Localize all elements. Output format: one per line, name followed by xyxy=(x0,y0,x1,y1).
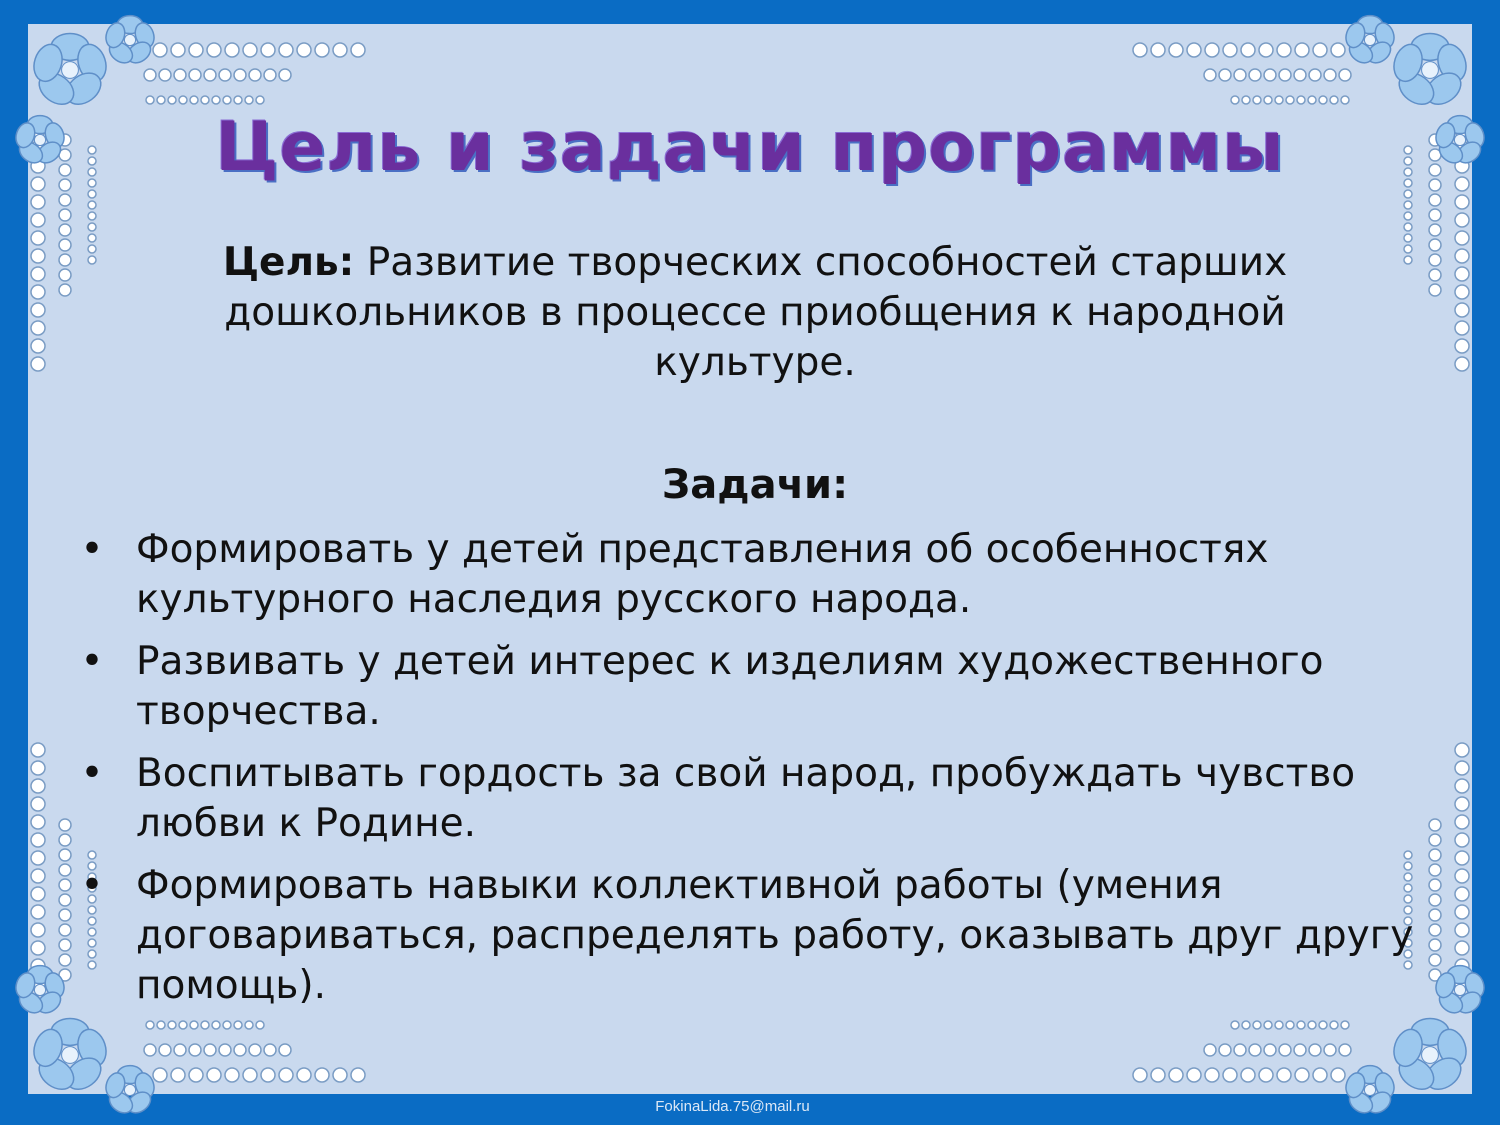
pearl-bead-icon xyxy=(234,69,246,81)
pearl-bead-icon xyxy=(1133,43,1147,57)
pearl-bead-icon xyxy=(256,96,264,104)
pearl-bead-icon xyxy=(31,195,45,209)
pearl-bead-icon xyxy=(88,212,96,220)
pearl-bead-icon xyxy=(59,849,71,861)
pearl-bead-icon xyxy=(1404,212,1412,220)
pearl-bead-icon xyxy=(1429,284,1441,296)
pearl-bead-icon xyxy=(1133,1068,1147,1082)
pearl-bead-icon xyxy=(1455,285,1469,299)
pearl-bead-icon xyxy=(1455,249,1469,263)
pearl-bead-icon xyxy=(153,1068,167,1082)
pearl-bead-icon xyxy=(88,223,96,231)
pearl-bead-icon xyxy=(31,779,45,793)
pearl-bead-icon xyxy=(189,1068,203,1082)
pearl-bead-icon xyxy=(333,1068,347,1082)
pearl-bead-icon xyxy=(31,797,45,811)
pearl-bead-icon xyxy=(31,213,45,227)
pearl-bead-icon xyxy=(59,239,71,251)
pearl-bead-icon xyxy=(31,267,45,281)
pearl-bead-icon xyxy=(31,905,45,919)
pearl-bead-icon xyxy=(1429,194,1441,206)
pearl-bead-icon xyxy=(31,303,45,317)
bullet-icon: • xyxy=(80,527,104,572)
footer-email: FokinaLida.75@mail.ru xyxy=(655,1098,810,1115)
task-text: Формировать у детей представления об особенностях культурного наследия русского народа. xyxy=(136,527,1269,622)
pearl-bead-icon xyxy=(189,69,201,81)
pearl-bead-icon xyxy=(59,879,71,891)
pearl-bead-icon xyxy=(1455,231,1469,245)
pearl-bead-icon xyxy=(1205,1068,1219,1082)
pearl-bead-icon xyxy=(31,357,45,371)
pearl-bead-icon xyxy=(1455,303,1469,317)
flower-icon xyxy=(29,1018,110,1095)
pearl-bead-icon xyxy=(31,941,45,955)
pearl-bead-icon xyxy=(297,43,311,57)
pearl-bead-icon xyxy=(88,256,96,264)
pearl-bead-icon xyxy=(1295,43,1309,57)
pearl-bead-icon xyxy=(59,954,71,966)
pearl-bead-icon xyxy=(1455,195,1469,209)
pearl-bead-icon xyxy=(1294,69,1306,81)
pearl-bead-icon xyxy=(225,43,239,57)
pearl-bead-icon xyxy=(59,864,71,876)
flower-icon xyxy=(103,16,157,67)
pearl-bead-icon xyxy=(59,819,71,831)
pearl-bead-icon xyxy=(264,1044,276,1056)
bullet-icon: • xyxy=(80,751,104,796)
pearl-bead-icon xyxy=(146,96,154,104)
pearl-bead-icon xyxy=(157,96,165,104)
pearl-bead-icon xyxy=(59,924,71,936)
pearl-bead-icon xyxy=(1429,209,1441,221)
pearl-bead-icon xyxy=(315,43,329,57)
pearl-bead-icon xyxy=(1204,1044,1216,1056)
pearl-bead-icon xyxy=(189,1044,201,1056)
pearl-bead-icon xyxy=(279,43,293,57)
task-item xyxy=(78,749,1458,849)
pearl-bead-icon xyxy=(1339,1044,1351,1056)
pearl-bead-icon xyxy=(1313,1068,1327,1082)
pearl-bead-icon xyxy=(243,1068,257,1082)
pearl-bead-icon xyxy=(204,1044,216,1056)
pearl-bead-icon xyxy=(171,1068,185,1082)
pearl-bead-icon xyxy=(279,69,291,81)
pearl-bead-icon xyxy=(171,43,185,57)
pearl-bead-icon xyxy=(1264,96,1272,104)
pearl-bead-icon xyxy=(1309,1044,1321,1056)
pearl-bead-icon xyxy=(1204,69,1216,81)
pearl-bead-icon xyxy=(1249,1044,1261,1056)
pearl-bead-icon xyxy=(1277,1068,1291,1082)
pearl-bead-icon xyxy=(1404,256,1412,264)
pearl-bead-icon xyxy=(168,96,176,104)
pearl-bead-icon xyxy=(212,96,220,104)
pearl-bead-icon xyxy=(31,743,45,757)
pearl-bead-icon xyxy=(1331,1068,1345,1082)
pearl-bead-icon xyxy=(1319,96,1327,104)
pearl-bead-icon xyxy=(31,761,45,775)
task-text: Развивать у детей интерес к изделиям художественного творчества. xyxy=(136,639,1324,734)
pearl-bead-icon xyxy=(249,69,261,81)
pearl-bead-icon xyxy=(31,833,45,847)
pearl-bead-icon xyxy=(1331,43,1345,57)
pearl-bead-icon xyxy=(1169,43,1183,57)
bullet-icon: • xyxy=(80,639,104,684)
pearl-bead-icon xyxy=(1234,1044,1246,1056)
pearl-bead-icon xyxy=(1429,239,1441,251)
pearl-bead-icon xyxy=(1313,43,1327,57)
pearl-bead-icon xyxy=(174,1044,186,1056)
pearl-bead-icon xyxy=(1339,69,1351,81)
pearl-bead-icon xyxy=(59,894,71,906)
pearl-bead-icon xyxy=(333,43,347,57)
pearl-bead-icon xyxy=(1297,96,1305,104)
pearl-bead-icon xyxy=(1231,96,1239,104)
pearl-bead-icon xyxy=(261,1068,275,1082)
pearl-bead-icon xyxy=(159,1044,171,1056)
pearl-bead-icon xyxy=(1264,1044,1276,1056)
pearl-bead-icon xyxy=(1455,339,1469,353)
task-list xyxy=(78,525,1458,1023)
pearl-bead-icon xyxy=(1277,43,1291,57)
pearl-bead-icon xyxy=(1294,1044,1306,1056)
pearl-bead-icon xyxy=(59,269,71,281)
pearl-bead-icon xyxy=(1219,1044,1231,1056)
pearl-bead-icon xyxy=(1242,96,1250,104)
pearl-bead-icon xyxy=(31,285,45,299)
flower-icon xyxy=(1389,1018,1470,1095)
pearl-bead-icon xyxy=(297,1068,311,1082)
pearl-bead-icon xyxy=(1455,267,1469,281)
pearl-bead-icon xyxy=(59,939,71,951)
task-text: Формировать навыки коллективной работы (умения договариваться, распределять работу, оказывать друг другу помощь). xyxy=(136,863,1414,1008)
bullet-icon: • xyxy=(80,863,104,908)
task-text: Воспитывать гордость за свой народ, пробуждать чувство любви к Родине. xyxy=(136,751,1356,846)
pearl-bead-icon xyxy=(1241,1068,1255,1082)
tasks-heading: Задачи: xyxy=(661,462,849,508)
pearl-bead-icon xyxy=(88,234,96,242)
pearl-bead-icon xyxy=(234,96,242,104)
pearl-bead-icon xyxy=(245,96,253,104)
pearl-bead-icon xyxy=(153,43,167,57)
pearl-bead-icon xyxy=(1429,269,1441,281)
pearl-bead-icon xyxy=(1404,245,1412,253)
pearl-bead-icon xyxy=(225,1068,239,1082)
pearl-bead-icon xyxy=(31,887,45,901)
pearl-bead-icon xyxy=(1264,69,1276,81)
flower-icon xyxy=(29,33,110,110)
task-item xyxy=(78,525,1458,625)
pearl-bead-icon xyxy=(88,190,96,198)
pearl-bead-icon xyxy=(279,1044,291,1056)
task-item xyxy=(78,637,1458,737)
pearl-bead-icon xyxy=(1275,96,1283,104)
pearl-bead-icon xyxy=(31,923,45,937)
pearl-bead-icon xyxy=(1295,1068,1309,1082)
pearl-bead-icon xyxy=(1151,43,1165,57)
pearl-bead-icon xyxy=(144,1044,156,1056)
pearl-bead-icon xyxy=(1455,321,1469,335)
pearl-bead-icon xyxy=(59,194,71,206)
pearl-bead-icon xyxy=(1241,43,1255,57)
pearl-bead-icon xyxy=(59,254,71,266)
pearl-bead-icon xyxy=(1429,254,1441,266)
pearl-bead-icon xyxy=(249,1044,261,1056)
pearl-bead-icon xyxy=(243,43,257,57)
pearl-bead-icon xyxy=(1234,69,1246,81)
pearl-bead-icon xyxy=(1279,69,1291,81)
pearl-bead-icon xyxy=(1455,213,1469,227)
pearl-bead-icon xyxy=(88,245,96,253)
pearl-bead-icon xyxy=(189,43,203,57)
pearl-bead-icon xyxy=(1259,1068,1273,1082)
pearl-bead-icon xyxy=(1253,96,1261,104)
pearl-bead-icon xyxy=(223,96,231,104)
flower-icon xyxy=(1343,16,1397,67)
pearl-bead-icon xyxy=(179,96,187,104)
pearl-bead-icon xyxy=(1308,96,1316,104)
goal-text: Развитие творческих способностей старших дошкольников в процессе приобщения к народной культуре. xyxy=(224,240,1288,385)
pearl-bead-icon xyxy=(174,69,186,81)
pearl-bead-icon xyxy=(190,96,198,104)
pearl-bead-icon xyxy=(1455,357,1469,371)
pearl-bead-icon xyxy=(219,1044,231,1056)
pearl-bead-icon xyxy=(1309,69,1321,81)
pearl-bead-icon xyxy=(144,69,156,81)
pearl-bead-icon xyxy=(234,1044,246,1056)
pearl-bead-icon xyxy=(59,284,71,296)
pearl-bead-icon xyxy=(31,339,45,353)
pearl-bead-icon xyxy=(1169,1068,1183,1082)
pearl-bead-icon xyxy=(1404,201,1412,209)
pearl-bead-icon xyxy=(159,69,171,81)
pearl-bead-icon xyxy=(31,321,45,335)
pearl-bead-icon xyxy=(1223,1068,1237,1082)
pearl-bead-icon xyxy=(31,249,45,263)
goal-paragraph xyxy=(150,238,1360,388)
pearl-bead-icon xyxy=(264,69,276,81)
goal-label: Цель: xyxy=(222,240,355,285)
pearl-bead-icon xyxy=(279,1068,293,1082)
pearl-bead-icon xyxy=(1187,1068,1201,1082)
pearl-bead-icon xyxy=(31,851,45,865)
pearl-bead-icon xyxy=(207,1068,221,1082)
flower-icon xyxy=(1389,33,1470,110)
pearl-bead-icon xyxy=(1404,234,1412,242)
pearl-bead-icon xyxy=(315,1068,329,1082)
pearl-bead-icon xyxy=(59,209,71,221)
pearl-bead-icon xyxy=(1259,43,1273,57)
pearl-bead-icon xyxy=(351,1068,365,1082)
task-item xyxy=(78,861,1458,1011)
pearl-bead-icon xyxy=(1219,69,1231,81)
pearl-bead-icon xyxy=(1324,1044,1336,1056)
pearl-bead-icon xyxy=(1151,1068,1165,1082)
pearl-bead-icon xyxy=(204,69,216,81)
pearl-bead-icon xyxy=(1404,190,1412,198)
pearl-bead-icon xyxy=(351,43,365,57)
pearl-bead-icon xyxy=(219,69,231,81)
pearl-bead-icon xyxy=(88,201,96,209)
pearl-bead-icon xyxy=(1249,69,1261,81)
pearl-bead-icon xyxy=(31,815,45,829)
pearl-bead-icon xyxy=(1279,1044,1291,1056)
pearl-bead-icon xyxy=(1324,69,1336,81)
pearl-bead-icon xyxy=(1341,96,1349,104)
pearl-bead-icon xyxy=(1429,224,1441,236)
pearl-bead-icon xyxy=(261,43,275,57)
pearl-bead-icon xyxy=(1286,96,1294,104)
pearl-bead-icon xyxy=(1404,223,1412,231)
slide-title: Цель и задачи программы xyxy=(215,108,1285,187)
pearl-bead-icon xyxy=(1205,43,1219,57)
pearl-bead-icon xyxy=(59,834,71,846)
pearl-bead-icon xyxy=(1187,43,1201,57)
pearl-bead-icon xyxy=(201,96,209,104)
pearl-bead-icon xyxy=(59,224,71,236)
pearl-bead-icon xyxy=(31,231,45,245)
pearl-bead-icon xyxy=(1223,43,1237,57)
pearl-bead-icon xyxy=(207,43,221,57)
pearl-bead-icon xyxy=(59,909,71,921)
pearl-bead-icon xyxy=(31,869,45,883)
pearl-bead-icon xyxy=(1330,96,1338,104)
